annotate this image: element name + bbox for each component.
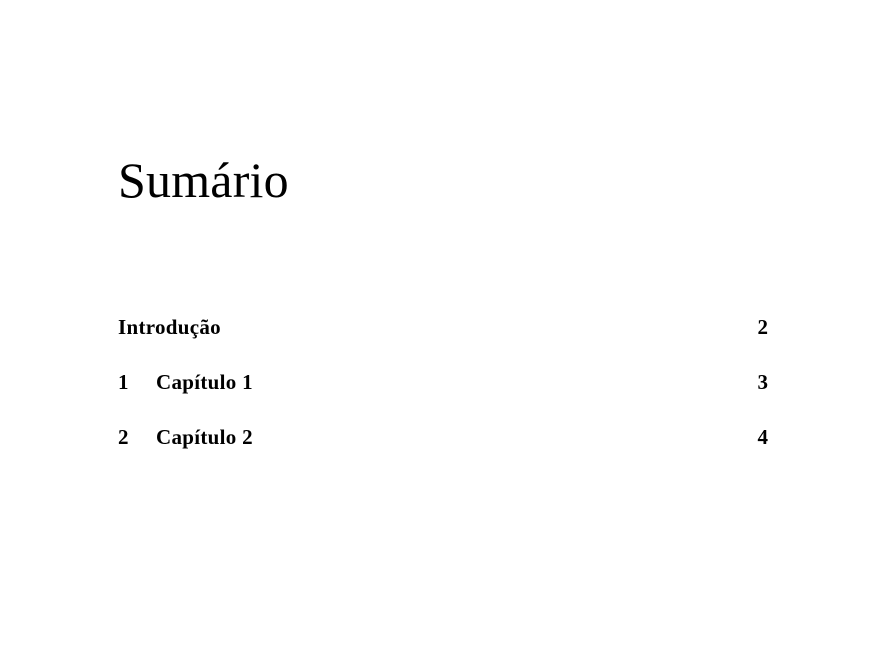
toc-entry-page-number: 4 <box>757 425 768 449</box>
toc-entry-page-number: 2 <box>757 315 768 339</box>
toc-entry-label[interactable]: Introdução <box>118 315 221 339</box>
toc-title: Sumário <box>118 152 289 208</box>
toc-entry-label[interactable]: Capítulo 2 <box>156 425 253 449</box>
toc-entry-page-number: 3 <box>757 370 768 394</box>
toc-list <box>118 312 768 477</box>
toc-entry-label[interactable]: Capítulo 1 <box>156 370 253 394</box>
toc-entry-chapter-number: 2 <box>118 425 129 449</box>
toc-entry-capitulo-2[interactable] <box>118 422 768 477</box>
toc-entry-introducao[interactable] <box>118 312 768 367</box>
toc-entry-chapter-number: 1 <box>118 370 129 394</box>
toc-entry-capitulo-1[interactable] <box>118 367 768 422</box>
